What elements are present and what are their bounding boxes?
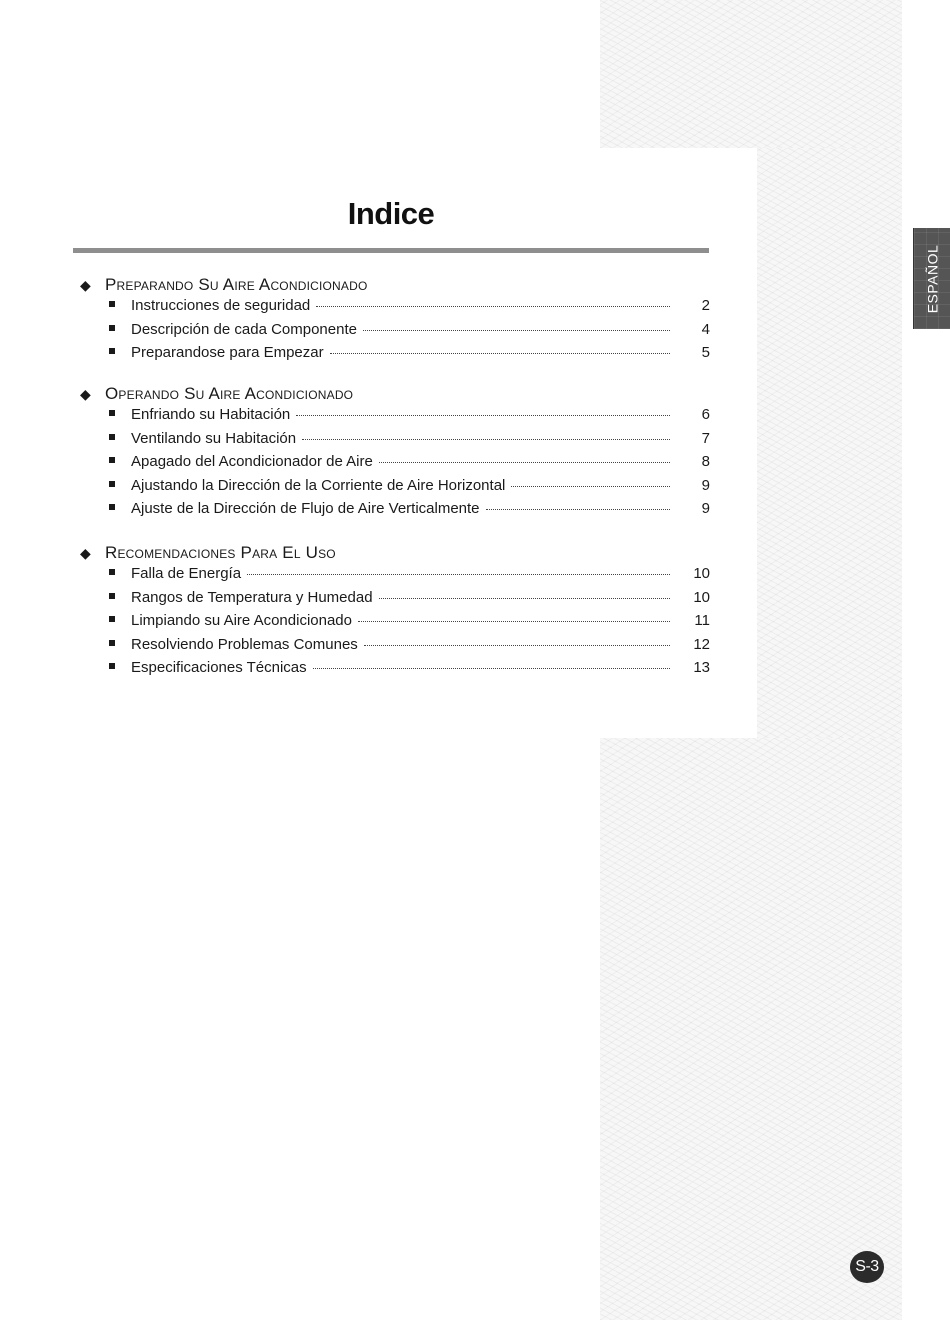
toc-entry-page: 9 [701, 500, 710, 517]
toc-entry-label: Instrucciones de seguridad [131, 297, 311, 314]
square-bullet-icon [109, 569, 115, 575]
background-texture-side [757, 148, 902, 738]
dot-leader [379, 462, 670, 463]
dot-leader [486, 509, 670, 510]
toc-entry-label: Preparandose para Empezar [131, 344, 324, 361]
section-heading [80, 273, 710, 297]
toc-entry-page: 11 [694, 612, 710, 629]
dot-leader [247, 574, 670, 575]
square-bullet-icon [109, 593, 115, 599]
language-tab-label: ESPAÑOL [924, 244, 941, 313]
toc-entry[interactable] [80, 659, 710, 683]
square-bullet-icon [109, 504, 115, 510]
background-texture-bottom [600, 738, 902, 1320]
toc-entry-page: 10 [693, 565, 710, 582]
toc-entry-page: 7 [701, 429, 710, 447]
toc-entry[interactable] [80, 589, 710, 613]
diamond-bullet-icon: ◆ [80, 386, 91, 402]
square-bullet-icon [109, 434, 115, 440]
square-bullet-icon [109, 410, 115, 416]
toc-entry[interactable] [80, 453, 710, 477]
toc-entry-label: Ajustando la Dirección de la Corriente de Aire Horizontal [131, 476, 506, 494]
toc-entry-page: 9 [701, 476, 710, 494]
toc-section-recommendations [80, 541, 710, 683]
square-bullet-icon [109, 481, 115, 487]
dot-leader [511, 486, 670, 487]
toc-entry-page: 5 [701, 344, 710, 361]
square-bullet-icon [109, 348, 115, 354]
dot-leader [302, 439, 670, 440]
toc-entry[interactable] [80, 344, 710, 368]
page-title: Indice [347, 196, 435, 231]
toc-entry[interactable] [80, 406, 710, 430]
toc-entry-label: Descripción de cada Componente [131, 320, 357, 338]
dot-leader [296, 415, 670, 416]
dot-leader [358, 621, 670, 622]
square-bullet-icon [109, 663, 115, 669]
square-bullet-icon [109, 457, 115, 463]
toc-entry-label: Limpiando su Aire Acondicionado [131, 612, 352, 629]
section-heading-text: Operando Su Aire Acondicionado [105, 384, 354, 403]
diamond-bullet-icon: ◆ [80, 277, 91, 293]
toc-entry[interactable] [80, 565, 710, 589]
section-heading-text: Recomendaciones Para El Uso [105, 543, 336, 562]
toc-entry[interactable] [80, 430, 710, 454]
toc-entry-label: Resolviendo Problemas Comunes [131, 635, 358, 653]
square-bullet-icon [109, 616, 115, 622]
dot-leader [364, 645, 670, 646]
toc-entry-label: Enfriando su Habitación [131, 406, 291, 423]
toc-section-preparing [80, 273, 710, 368]
dot-leader [363, 330, 670, 331]
toc-entry-label: Ajuste de la Dirección de Flujo de Aire Verticalmente [131, 500, 480, 517]
background-texture-top [600, 0, 902, 148]
toc-entry-page: 6 [701, 406, 710, 423]
toc-entry[interactable] [80, 321, 710, 345]
page-number: S-3 [855, 1258, 879, 1275]
toc-entry-label: Ventilando su Habitación [131, 429, 297, 447]
dot-leader [313, 668, 670, 669]
toc-entry-page: 8 [701, 453, 710, 470]
toc-entry[interactable] [80, 612, 710, 636]
section-heading [80, 541, 710, 565]
square-bullet-icon [109, 640, 115, 646]
toc-entry-label: Especificaciones Técnicas [131, 659, 307, 676]
title-divider [73, 248, 709, 253]
toc-entry-page: 12 [693, 635, 710, 653]
toc-entry[interactable] [80, 500, 710, 524]
dot-leader [379, 598, 670, 599]
toc-entry[interactable] [80, 636, 710, 660]
dot-leader [316, 306, 670, 307]
toc-entry-label: Apagado del Acondicionador de Aire [131, 453, 373, 470]
dot-leader [330, 353, 670, 354]
square-bullet-icon [109, 325, 115, 331]
toc-entry-page: 13 [693, 659, 710, 676]
toc-section-operating [80, 382, 710, 524]
diamond-bullet-icon: ◆ [80, 545, 91, 561]
toc-entry-label: Rangos de Temperatura y Humedad [131, 588, 373, 606]
toc-entry-label: Falla de Energía [131, 565, 242, 582]
toc-entry-page: 4 [701, 320, 710, 338]
square-bullet-icon [109, 301, 115, 307]
toc-entry[interactable] [80, 297, 710, 321]
section-heading [80, 382, 710, 406]
toc-entry-page: 2 [701, 297, 710, 314]
section-heading-text: Preparando Su Aire Acondicionado [105, 275, 368, 294]
toc-entry-page: 10 [693, 588, 710, 606]
language-tab [913, 228, 950, 329]
toc-entry[interactable] [80, 477, 710, 501]
page-number-badge [850, 1251, 884, 1283]
